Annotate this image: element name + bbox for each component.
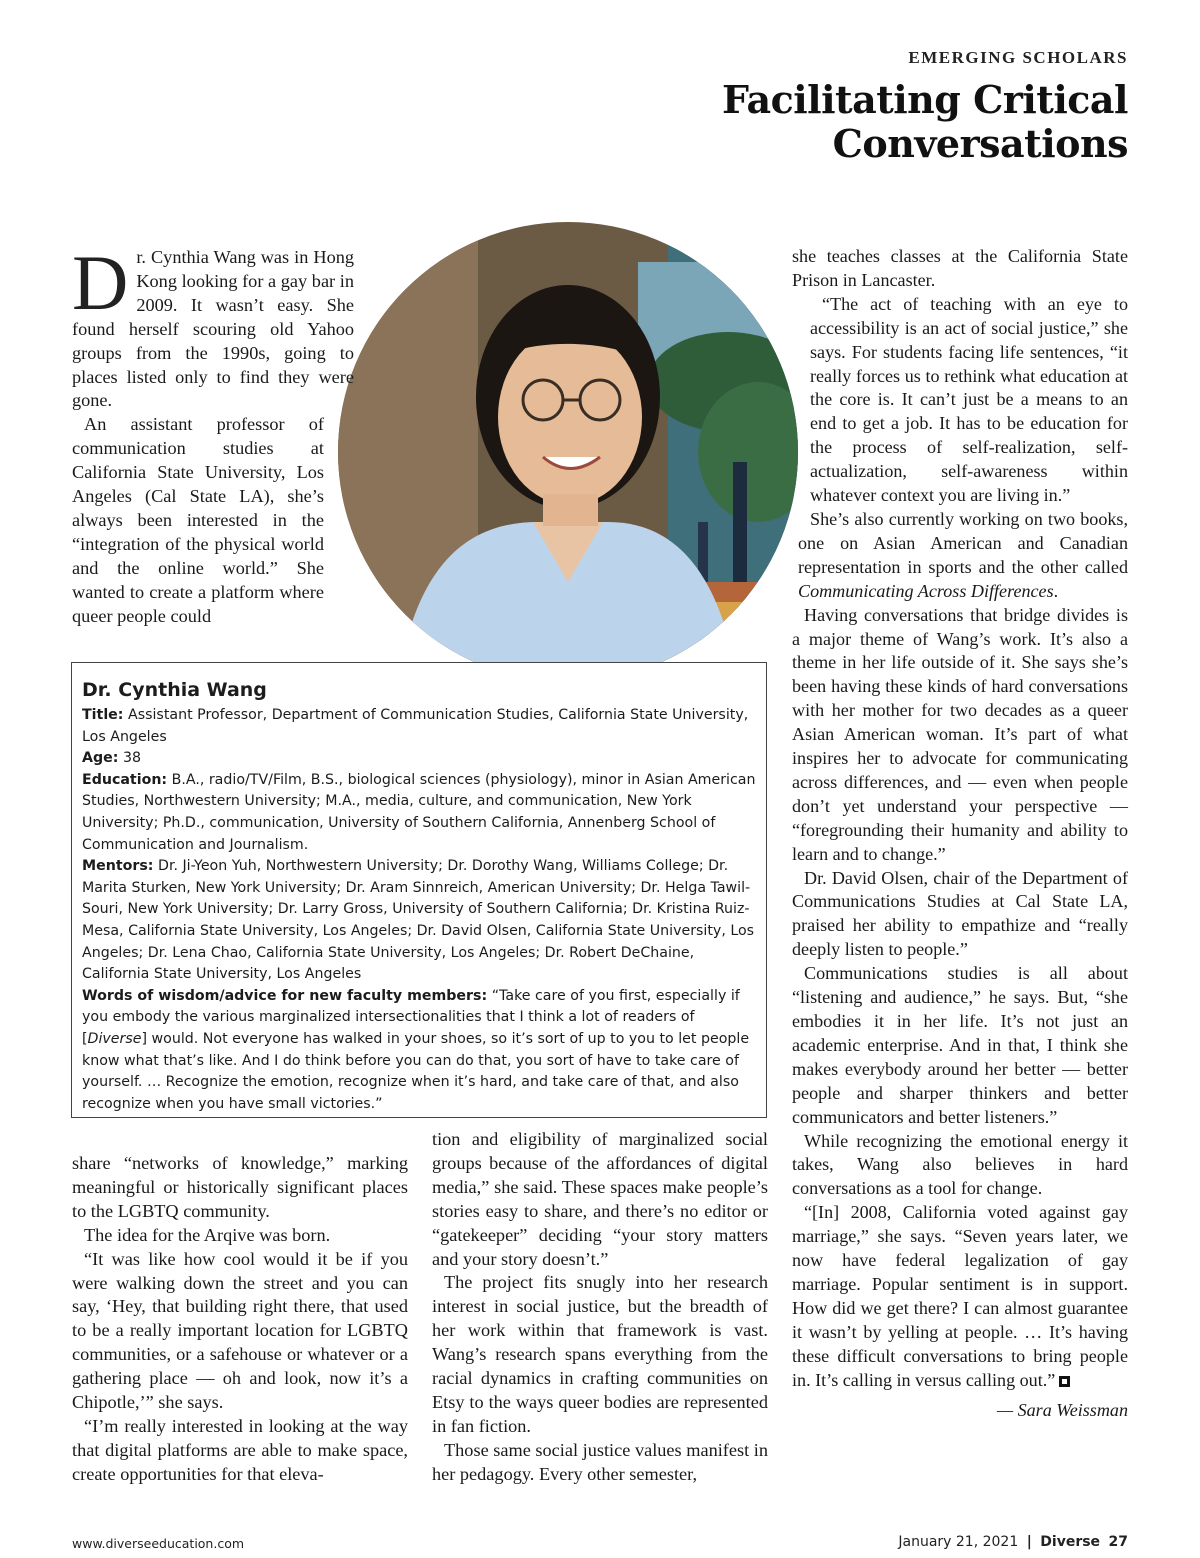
footer-date: January 21, 2021 bbox=[898, 1534, 1019, 1550]
headline-line-2: Conversations bbox=[832, 121, 1128, 166]
col3-paragraph-1: she teaches classes at the California State Prison in Lancaster. bbox=[792, 246, 1128, 290]
col3-paragraph-6: Communications studies is all about “listening and audience,” he says. But, “she embodies it in her life. It’s not just an academic enterprise. And in that, I think she makes everybody around her better — better people and sharper thinkers and better communicators and better listeners.” bbox=[792, 963, 1128, 1127]
col3-paragraph-2: “The act of teaching with an eye to accessibility is an act of social justice,” she says. For students facing life sentences, “it really forces us to rethink what education at the core is. It can’t just be a means to an end to get a job. It has to be education for the process of self-realization, self-actualization, self-awareness within whatever context you are living in.” bbox=[810, 293, 1128, 506]
col1-paragraph-4: “I’m really interested in looking at the way that digital platforms are able to make space, create opportunities for that eleva- bbox=[72, 1415, 408, 1484]
bio-name: Dr. Cynthia Wang bbox=[82, 679, 267, 701]
column-2-bottom bbox=[432, 1128, 768, 1487]
bio-advice-text-2: ] would. Not everyone has walked in your shoes, so it’s sort of up to you to let people know what that’s like. And I do think before you can do that, you sort of have to take care of yourself. … Recognize the emotion, recognize when it’s hard, and take care of that, and also recognize when you have small victories.” bbox=[82, 1030, 750, 1112]
bio-mentors-label: Mentors: bbox=[82, 858, 154, 875]
footer-url[interactable]: www.diverseeducation.com bbox=[72, 1536, 245, 1551]
headline-line-1: Facilitating Critical bbox=[722, 77, 1128, 122]
bio-title-label: Title: bbox=[82, 707, 124, 723]
col2-paragraph-2: The project fits snugly into her research interest in social justice, but the breadth of her work within that framework is vast. Wang’s research spans everything from the racial dynamics in crafting communities on Etsy to the ways queer bodies are represented in fan fiction. bbox=[432, 1272, 768, 1436]
col3-paragraph-3-text-1: She’s also currently working on two books, one on Asian American and Canadian representation in sports and the other called bbox=[798, 508, 1128, 577]
byline: — Sara Weissman bbox=[996, 1399, 1128, 1420]
footer-separator: | bbox=[1026, 1534, 1032, 1550]
col3-paragraph-5: Dr. David Olsen, chair of the Department of Communications Studies at Cal State LA, praised her ability to empathize and “really deeply listen to people.” bbox=[792, 867, 1128, 960]
bio-age-value: 38 bbox=[122, 750, 142, 767]
bio-sidebar bbox=[71, 662, 767, 1118]
bio-age-label: Age: bbox=[82, 750, 119, 767]
bio-advice-italic: Diverse bbox=[87, 1030, 142, 1047]
footer-folio bbox=[898, 1534, 1128, 1550]
bio-advice-text-1: “Take care of you first, especially if you embody the various marginalized intersectionalities that I think a lot of readers of [ bbox=[82, 987, 740, 1047]
end-of-article-icon bbox=[1059, 1376, 1070, 1387]
col3-book-title: Communicating Across Differences bbox=[798, 580, 1054, 601]
kicker: EMERGING SCHOLARS bbox=[908, 48, 1128, 67]
col2-paragraph-1: tion and eligibility of marginalized social groups because of the affordances of digital media,” she said. These spaces make people’s stories easy to share, and there’s no editor or “gatekeeper” deciding “your story matters and your story doesn’t.” bbox=[432, 1129, 768, 1269]
col3-paragraph-4: Having conversations that bridge divides is a major theme of Wang’s work. It’s also a theme in her life outside of it. She says she’s been having these kinds of hard conversations with her mother for two decades as a queer Asian American woman. It’s part of what inspires her to advocate for communicating across differences, and — even when people don’t yet understand your perspective — “foregrounding their humanity and ability to learn and to change.” bbox=[792, 604, 1128, 864]
bio-education-row bbox=[82, 770, 756, 856]
column-3 bbox=[792, 245, 1128, 1422]
col1-paragraph-3: “It was like how cool would it be if you were walking down the street and you can say, ‘Hey, that building right there, that used to be a really important location for LGBTQ communities, or a safehouse or whatever or a gathering place — oh and look, now it’s a Chipotle,’” she says. bbox=[72, 1248, 408, 1413]
col3-paragraph-8 bbox=[792, 1201, 1128, 1392]
drop-cap: D bbox=[72, 239, 129, 326]
col3-paragraph-3-text-2: . bbox=[1053, 580, 1059, 601]
column-1-bottom bbox=[72, 1152, 408, 1487]
bio-education-value: B.A., radio/TV/Film, B.S., biological sciences (physiology), minor in Asian American Studies, Northwestern University; M.A., media, culture, and communication, New York University; Ph.D., communication, University of Southern California, Annenberg School of Communication and Journalism. bbox=[82, 771, 756, 853]
col2-paragraph-3: Those same social justice values manifest in her pedagogy. Every other semester, bbox=[432, 1439, 768, 1484]
col3-paragraph-8-text: “[In] 2008, California voted against gay marriage,” she says. “Seven years later, we now have federal legalization of gay marriage. Popular sentiment is in support. How did we get there? I can almost guarantee it wasn’t by yelling at people. … It’s having these difficult conversations to bring people in. It’s calling in versus calling out.” bbox=[792, 1202, 1128, 1390]
intro-paragraph-2: An assistant professor of communication studies at California State University, Los Angeles (Cal State LA), she’s always been interested in the “integration of the physical world and the online world.” She wanted to create a platform where queer people could bbox=[72, 414, 324, 626]
col1-paragraph-1: share “networks of knowledge,” marking meaningful or historically significant places to the LGBTQ community. bbox=[72, 1153, 408, 1221]
bio-advice-row bbox=[82, 986, 756, 1116]
col3-paragraph-7: While recognizing the emotional energy it takes, Wang also believes in hard conversations as a tool for change. bbox=[792, 1130, 1128, 1199]
bio-title-row bbox=[82, 705, 756, 748]
bio-title-value: Assistant Professor, Department of Communication Studies, California State University, Los Angeles bbox=[82, 707, 749, 745]
intro-column bbox=[72, 239, 364, 629]
col1-paragraph-2: The idea for the Arqive was born. bbox=[84, 1224, 331, 1245]
bio-mentors-value: Dr. Ji-Yeon Yuh, Northwestern University; Dr. Dorothy Wang, Williams College; Dr. Marita Sturken, New York University; Dr. Aram Sinnreich, American University; Dr. Helga Tawil-Souri, New York University; Dr. Larry Gross, University of Southern California; Dr. Kristina Ruiz-Mesa, California State University, Los Angeles; Dr. David Olsen, California State University, Los Angeles; Dr. Lena Chao, California State University, Los Angeles; Dr. Robert DeChaine, California State University, Los Angeles bbox=[82, 858, 755, 983]
bio-advice-label: Words of wisdom/advice for new faculty members: bbox=[82, 987, 488, 1004]
footer-brand: Diverse bbox=[1040, 1534, 1101, 1550]
bio-mentors-row bbox=[82, 856, 756, 986]
page-number: 27 bbox=[1108, 1534, 1128, 1550]
intro-paragraph-1: r. Cynthia Wang was in Hong Kong looking for a gay bar in 2009. It wasn’t easy. She found herself scouring old Yahoo groups from the 1990s, going to places listed only to find they were gone. bbox=[72, 247, 354, 411]
headline bbox=[428, 78, 1128, 166]
bio-education-label: Education: bbox=[82, 771, 168, 788]
portrait-photo bbox=[338, 222, 798, 682]
portrait-illustration bbox=[338, 222, 798, 682]
col3-paragraph-3 bbox=[792, 508, 1128, 604]
bio-age-row bbox=[82, 748, 756, 770]
